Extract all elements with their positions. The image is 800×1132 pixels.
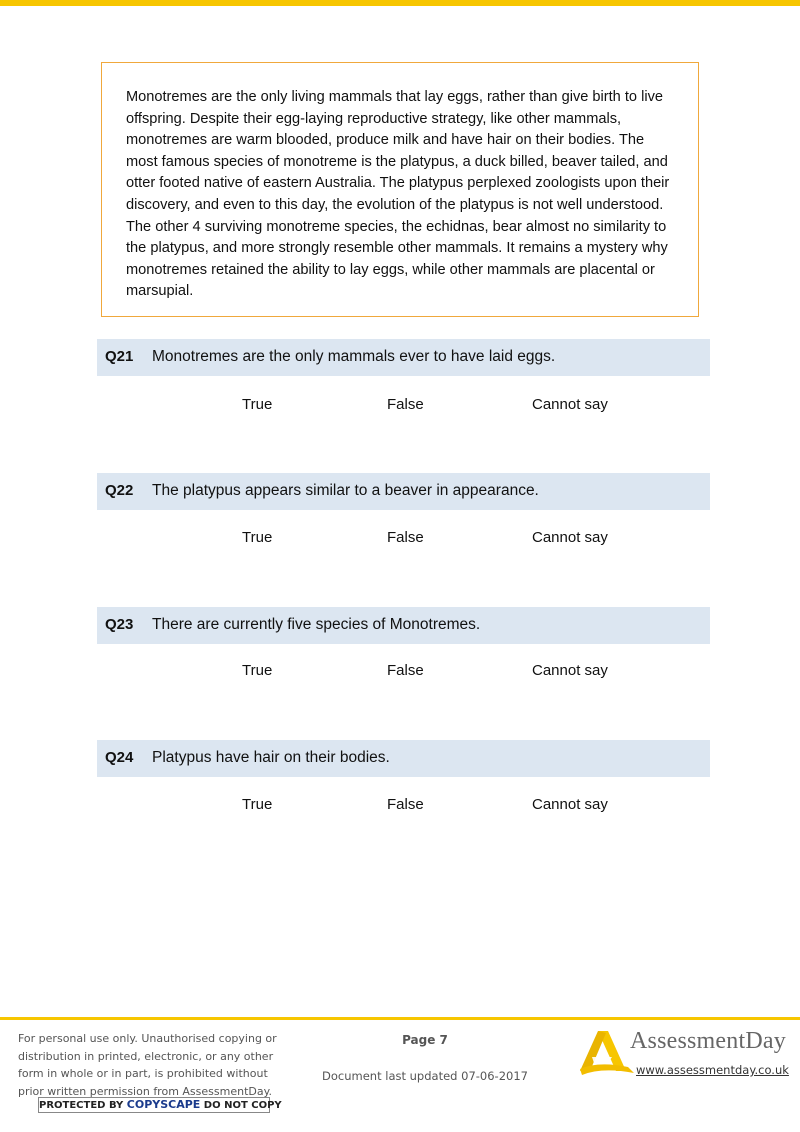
passage-text: Monotremes are the only living mammals that lay eggs, rather than give birth to live offspring. Despite their egg-laying reproductive strategy, like other mammals, monotremes are warm blooded, produce milk and have hair on their bodies. The most famous species of monotreme is the platypus, a duck billed, beaver tailed, and otter footed native of eastern Australia. The platypus perplexed zoologists upon their discovery, and even to this day, the evolution of the platypus is not well understood. The other 4 surviving monotreme species, the echidnas, bear almost no similarity to the platypus, and more strongly resemble other mammals. It remains a mystery why monotremes retained the ability to lay eggs, while other mammals are placental or marsupial. (126, 89, 670, 300)
top-accent-bar (0, 0, 800, 6)
option-cannot-say[interactable]: Cannot say (532, 396, 608, 413)
option-true[interactable]: True (242, 396, 273, 413)
question-text: There are currently five species of Monotremes. (152, 616, 481, 633)
question-number: Q23 (105, 616, 134, 633)
option-false[interactable]: False (387, 662, 424, 679)
copyscape-suffix: DO NOT COPY (200, 1100, 282, 1111)
passage-box (101, 62, 699, 317)
website-link[interactable]: www.assessmentday.co.uk (636, 1063, 789, 1077)
question-header (97, 473, 710, 510)
question-header (97, 740, 710, 777)
copyscape-badge[interactable] (38, 1097, 282, 1113)
question-text: Platypus have hair on their bodies. (152, 749, 390, 766)
assessmentday-logo-icon (578, 1027, 638, 1079)
copyscape-prefix: PROTECTED BY (39, 1100, 127, 1111)
question-text: The platypus appears similar to a beaver in appearance. (152, 482, 539, 499)
option-true[interactable]: True (242, 662, 273, 679)
question-number: Q24 (105, 749, 134, 766)
page-number: Page 7 (402, 1033, 448, 1047)
copyscape-brand: COPYSCAPE (126, 1098, 201, 1111)
footer-legal-notice: For personal use only. Unauthorised copying or distribution in printed, electronic, or any other form in whole or in part, is prohibited without prior written permission from AssessmentDay. (18, 1032, 277, 1098)
option-true[interactable]: True (242, 529, 273, 546)
question-header (97, 607, 710, 644)
question-number: Q22 (105, 482, 134, 499)
logo-text: AssessmentDay (630, 1028, 786, 1054)
option-false[interactable]: False (387, 396, 424, 413)
question-header (97, 339, 710, 376)
option-false[interactable]: False (387, 796, 424, 813)
question-number: Q21 (105, 348, 134, 365)
question-text: Monotremes are the only mammals ever to have laid eggs. (152, 348, 556, 365)
last-updated: Document last updated 07-06-2017 (322, 1069, 528, 1083)
footer-divider (0, 1017, 800, 1020)
option-cannot-say[interactable]: Cannot say (532, 662, 608, 679)
option-true[interactable]: True (242, 796, 273, 813)
option-cannot-say[interactable]: Cannot say (532, 796, 608, 813)
option-false[interactable]: False (387, 529, 424, 546)
option-cannot-say[interactable]: Cannot say (532, 529, 608, 546)
